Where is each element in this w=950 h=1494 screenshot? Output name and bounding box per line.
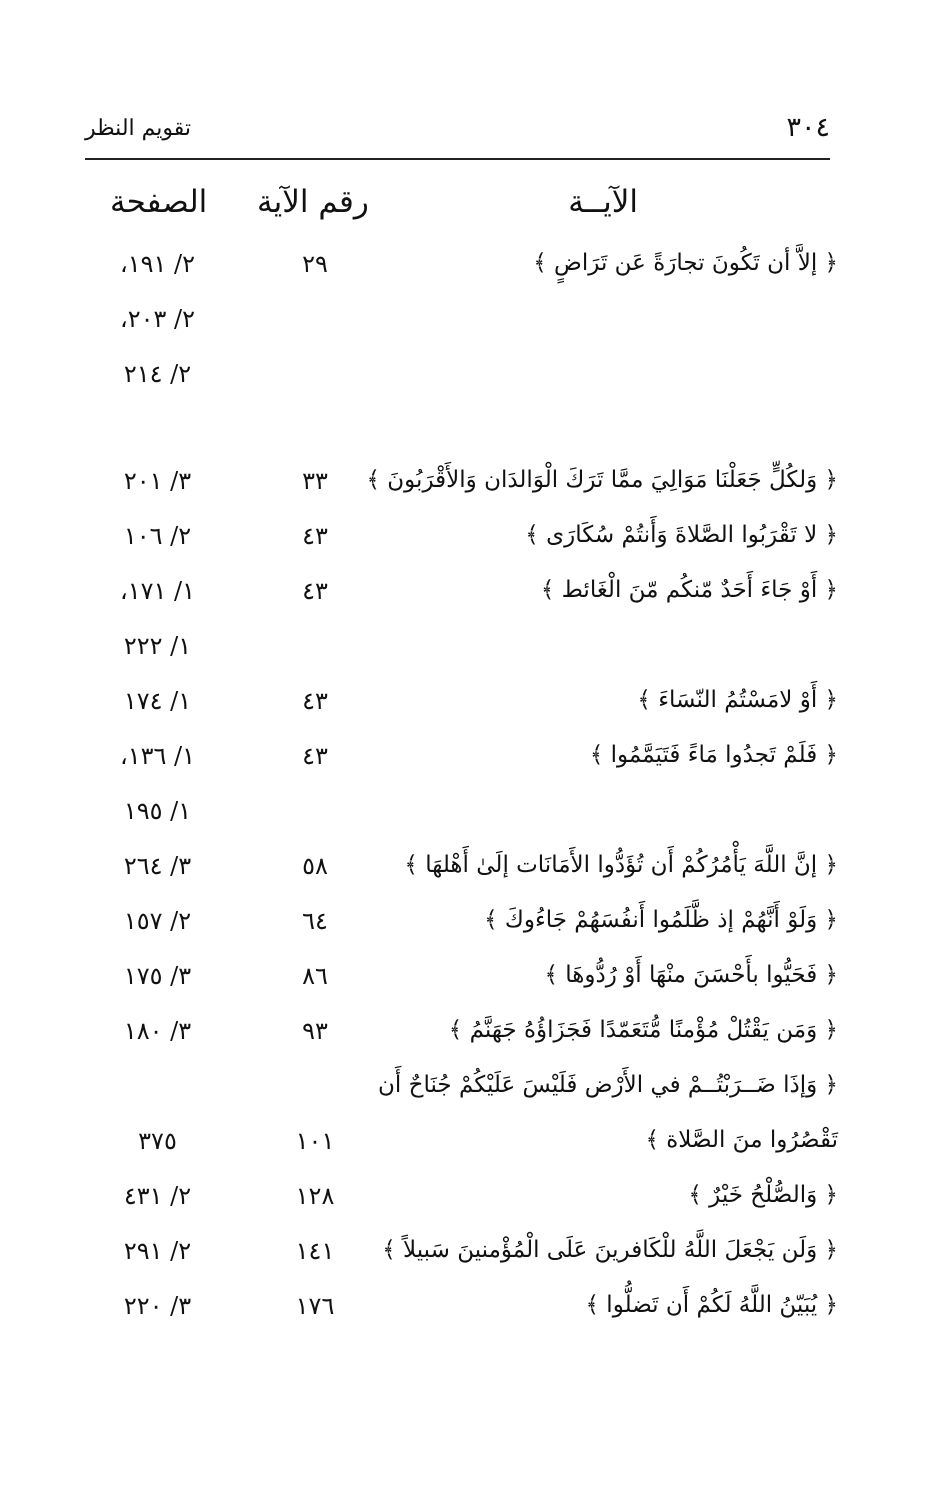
running-title: تقويم النظر <box>85 116 192 141</box>
page-reference-cell: ٢/ ٤٣١ <box>123 1182 192 1210</box>
ayah-number-cell: ٦٤ <box>302 907 328 935</box>
verse-cell: تَقْصُرُوا منَ الصَّلاة ﴾ <box>645 1127 838 1153</box>
ayah-number-cell: ٤٣ <box>302 577 328 605</box>
page-reference-cell: ٢/ ١٥٧ <box>123 907 192 935</box>
ayah-number-cell: ١٠١ <box>295 1127 335 1155</box>
column-header-verse: الآيــة <box>568 184 638 220</box>
verse-cell: ﴿ فَحَيُّوا بأَحْسَنَ منْهَا أَوْ رُدُّوهَا ﴾ <box>544 962 838 988</box>
page-reference-cell: ١/ ١٩٥ <box>123 797 192 825</box>
table-row <box>0 459 950 514</box>
page-reference-cell: ٢/ ١٠٦ <box>123 522 192 550</box>
verse-cell: ﴿ وَمَن يَقْتُلْ مُؤْمنًا مُّتَعَمّدًا فَجَزَاؤُهُ جَهَنَّمُ ﴾ <box>448 1017 838 1043</box>
ayah-number-cell: ٨٦ <box>302 962 328 990</box>
ayah-number-cell: ٥٨ <box>302 852 328 880</box>
table-row <box>0 1009 950 1064</box>
table-row <box>0 679 950 734</box>
verse-cell: ﴿ لا تَقْرَبُوا الصَّلاةَ وَأَنتُمْ سُكَارَى ﴾ <box>525 522 838 548</box>
table-row <box>0 954 950 1009</box>
page-reference-cell: ٢/ ٢١٤ <box>123 360 192 388</box>
page-number: ٣٠٤ <box>786 112 830 143</box>
ayah-number-cell: ٤٣ <box>302 742 328 770</box>
verse-cell: ﴿ أَوْ لامَسْتُمُ النّسَاءَ ﴾ <box>637 687 838 713</box>
ayah-number-cell: ٢٩ <box>302 250 328 278</box>
page-reference-cell: ١/ ٢٢٢ <box>123 632 192 660</box>
table-row <box>0 899 950 954</box>
ayah-number-cell: ١٧٦ <box>295 1292 335 1320</box>
ayah-number-cell: ١٢٨ <box>295 1182 335 1210</box>
page-reference-cell: ١/ ١٧١، <box>119 577 196 605</box>
page-reference-cell: ٢/ ٢٩١ <box>123 1237 192 1265</box>
verse-cell: ﴿ وَإذَا ضَــرَبْتُــمْ في الأَرْض فَلَيْسَ عَلَيْكُمْ جُنَاحٌ أَن <box>378 1072 838 1098</box>
ayah-number-cell: ٤٣ <box>302 687 328 715</box>
ayah-number-cell: ٣٣ <box>302 467 328 495</box>
table-row <box>0 514 950 569</box>
page-reference-cell: ١/ ١٧٤ <box>123 687 192 715</box>
table-row <box>0 1119 950 1174</box>
table-row <box>0 242 950 297</box>
table-row <box>0 624 950 679</box>
page-reference-cell: ٣/ ٢٦٤ <box>123 852 192 880</box>
page-reference-cell: ٣/ ٢٠١ <box>123 467 192 495</box>
page-header <box>85 112 830 152</box>
verse-cell: ﴿ وَالصُّلْحُ خَيْرٌ ﴾ <box>688 1182 838 1208</box>
column-header-page: الصفحة <box>110 184 208 220</box>
verse-cell: ﴿ وَلَوْ أَنَّهُمْ إذ ظَّلَمُوا أَنفُسَهُمْ جَاءُوكَ ﴾ <box>484 907 838 933</box>
ayah-number-cell: ٩٣ <box>302 1017 328 1045</box>
table-row <box>0 734 950 789</box>
page-reference-cell: ٣٧٥ <box>138 1127 177 1155</box>
table-row <box>0 352 950 407</box>
verse-cell: ﴿ وَلَن يَجْعَلَ اللَّهُ للْكَافرينَ عَلَى الْمُؤْمنينَ سَبيلاً ﴾ <box>382 1237 838 1263</box>
header-rule <box>85 158 830 160</box>
index-table <box>0 242 950 1339</box>
table-row <box>0 844 950 899</box>
verse-cell: ﴿ أَوْ جَاءَ أَحَدٌ مّنكُم مّنَ الْغَائط ﴾ <box>540 577 838 603</box>
table-row <box>0 1174 950 1229</box>
page-reference-cell: ٣/ ١٧٥ <box>123 962 192 990</box>
page-reference-cell: ٢/ ٢٠٣، <box>119 305 196 333</box>
table-row <box>0 297 950 352</box>
column-header-ayah-number: رقم الآية <box>257 184 369 220</box>
table-row <box>0 1284 950 1339</box>
verse-cell: ﴿ يُبَيّنُ اللَّهُ لَكُمْ أَن تَضلُّوا ﴾ <box>585 1292 838 1318</box>
verse-cell: ﴿ إلاَّ أن تَكُونَ تجارَةً عَن تَرَاضٍ ﴾ <box>533 250 838 276</box>
page-reference-cell: ٢/ ١٩١، <box>119 250 196 278</box>
verse-cell: ﴿ وَلكُلٍّ جَعَلْنَا مَوَالِيَ ممَّا تَرَكَ الْوَالدَان وَالأَقْرَبُونَ ﴾ <box>366 467 838 493</box>
page-reference-cell: ١/ ١٣٦، <box>119 742 196 770</box>
page-reference-cell: ٣/ ١٨٠ <box>123 1017 192 1045</box>
table-row <box>0 1064 950 1119</box>
table-row <box>0 569 950 624</box>
ayah-number-cell: ١٤١ <box>295 1237 335 1265</box>
table-row <box>0 789 950 844</box>
page-reference-cell: ٣/ ٢٢٠ <box>123 1292 192 1320</box>
verse-cell: ﴿ فَلَمْ تَجدُوا مَاءً فَتَيَمَّمُوا ﴾ <box>589 742 838 768</box>
table-row <box>0 1229 950 1284</box>
ayah-number-cell: ٤٣ <box>302 522 328 550</box>
verse-cell: ﴿ إنَّ اللَّهَ يَأْمُرُكُمْ أَن تُؤَدُّوا الأَمَانَات إلَىٰ أَهْلهَا ﴾ <box>404 852 838 878</box>
